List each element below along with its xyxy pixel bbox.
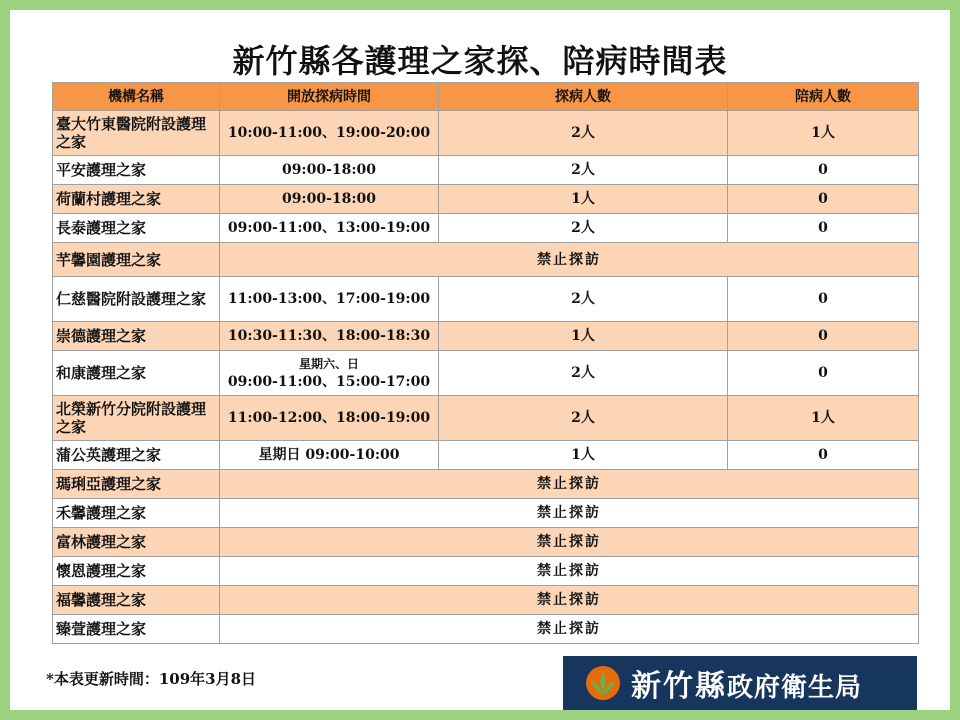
visiting-hours: 09:00-11:00、13:00-19:00	[220, 214, 439, 243]
institution-name: 懷恩護理之家	[53, 557, 220, 586]
visiting-hours: 11:00-12:00、18:00-19:00	[220, 396, 439, 441]
table-row	[53, 499, 919, 528]
table-row	[53, 557, 919, 586]
institution-name: 芊馨園護理之家	[53, 243, 220, 277]
companion-count: 1人	[728, 111, 919, 156]
visiting-hours-line: 09:00-11:00、15:00-17:00	[227, 374, 431, 390]
visitor-count: 2人	[439, 111, 728, 156]
table-row	[53, 351, 919, 396]
visit-prohibited: 禁止探訪	[220, 615, 919, 644]
companion-count: 0	[728, 185, 919, 214]
table-row	[53, 214, 919, 243]
visitor-count: 2人	[439, 214, 728, 243]
visiting-hours	[220, 351, 439, 396]
visit-prohibited: 禁止探訪	[220, 557, 919, 586]
visitor-count: 1人	[439, 185, 728, 214]
visitor-count: 2人	[439, 277, 728, 322]
table-row	[53, 243, 919, 277]
table-row	[53, 322, 919, 351]
institution-name: 荷蘭村護理之家	[53, 185, 220, 214]
institution-name: 長泰護理之家	[53, 214, 220, 243]
visiting-days: 星期六、日	[298, 357, 359, 371]
visitor-count: 2人	[439, 396, 728, 441]
visitor-count: 1人	[439, 441, 728, 470]
institution-name: 崇德護理之家	[53, 322, 220, 351]
header-institution: 機構名稱	[53, 83, 220, 111]
page-title: 新竹縣各護理之家探、陪病時間表	[232, 42, 728, 80]
companion-count: 0	[728, 322, 919, 351]
visiting-hours: 09:00-18:00	[220, 156, 439, 185]
update-footnote: *本表更新時間：109年3月8日	[46, 670, 257, 688]
institution-name: 富林護理之家	[53, 528, 220, 557]
companion-count: 0	[728, 351, 919, 396]
table-row	[53, 277, 919, 322]
visitor-count: 2人	[439, 156, 728, 185]
visiting-hours: 11:00-13:00、17:00-19:00	[220, 277, 439, 322]
visiting-hours: 星期日 09:00-10:00	[220, 441, 439, 470]
institution-name: 臺大竹東醫院附設護理之家	[53, 111, 220, 156]
bureau-emblem-icon	[585, 665, 621, 701]
logo-text	[631, 661, 862, 705]
institution-name: 蒲公英護理之家	[53, 441, 220, 470]
table-header-row	[53, 83, 919, 111]
table-row	[53, 586, 919, 615]
companion-count: 0	[728, 441, 919, 470]
institution-name: 禾馨護理之家	[53, 499, 220, 528]
institution-name: 平安護理之家	[53, 156, 220, 185]
companion-count: 0	[728, 156, 919, 185]
institution-name: 仁慈醫院附設護理之家	[53, 277, 220, 322]
table-row	[53, 111, 919, 156]
visit-prohibited: 禁止探訪	[220, 528, 919, 557]
companion-count: 0	[728, 214, 919, 243]
table-row	[53, 156, 919, 185]
header-visitor-count: 探病人數	[439, 83, 728, 111]
health-bureau-logo	[563, 656, 917, 710]
table-row	[53, 441, 919, 470]
table-row	[53, 528, 919, 557]
table-row	[53, 470, 919, 499]
visiting-hours: 10:30-11:30、18:00-18:30	[220, 322, 439, 351]
header-visiting-hours: 開放探病時間	[220, 83, 439, 111]
institution-name: 臻萱護理之家	[53, 615, 220, 644]
visiting-schedule-table	[52, 82, 919, 644]
logo-county: 新竹縣	[631, 669, 727, 704]
table-row	[53, 396, 919, 441]
institution-name: 和康護理之家	[53, 351, 220, 396]
visiting-hours: 09:00-18:00	[220, 185, 439, 214]
visit-prohibited: 禁止探訪	[220, 586, 919, 615]
institution-name: 福馨護理之家	[53, 586, 220, 615]
table-row	[53, 615, 919, 644]
table-row	[53, 185, 919, 214]
visit-prohibited: 禁止探訪	[220, 499, 919, 528]
visit-prohibited: 禁止探訪	[220, 243, 919, 277]
companion-count: 0	[728, 277, 919, 322]
institution-name: 瑪琍亞護理之家	[53, 470, 220, 499]
visitor-count: 2人	[439, 351, 728, 396]
logo-bureau: 政府衛生局	[727, 673, 863, 703]
companion-count: 1人	[728, 396, 919, 441]
visitor-count: 1人	[439, 322, 728, 351]
visit-prohibited: 禁止探訪	[220, 470, 919, 499]
institution-name: 北榮新竹分院附設護理之家	[53, 396, 220, 441]
visiting-hours: 10:00-11:00、19:00-20:00	[220, 111, 439, 156]
header-companion-count: 陪病人數	[728, 83, 919, 111]
